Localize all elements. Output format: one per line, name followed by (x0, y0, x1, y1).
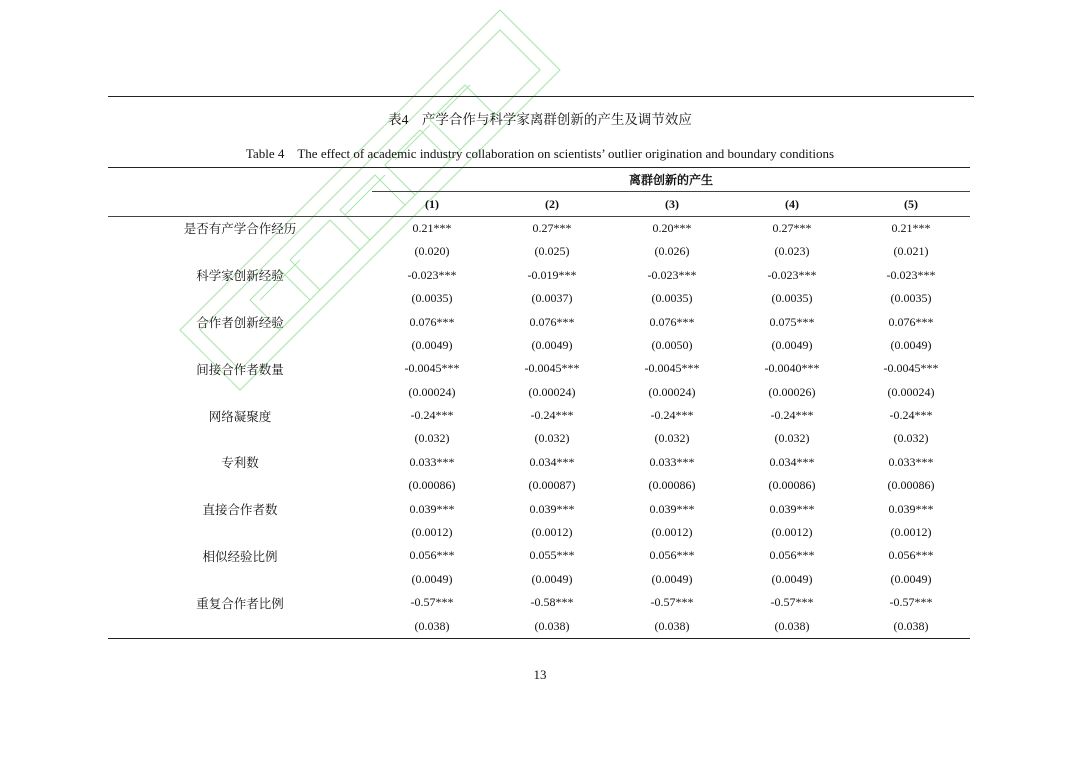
coefficient-cell: 0.21*** (412, 220, 452, 235)
coefficient-cell: 0.039*** (529, 501, 575, 516)
se-row (108, 474, 970, 497)
spanning-header-row (108, 168, 970, 192)
coefficient-cell: 0.21*** (891, 220, 931, 235)
standard-error-cell: (0.0035) (771, 291, 813, 306)
coefficient-cell: -0.0045*** (524, 361, 580, 376)
label-blank (108, 614, 372, 638)
standard-error-cell: (0.038) (852, 614, 970, 638)
coefficient-cell: 0.20*** (652, 220, 692, 235)
standard-error-cell: (0.025) (534, 244, 570, 259)
coefficient-cell: -0.24*** (770, 408, 814, 423)
standard-error-cell: (0.0012) (890, 525, 932, 540)
standard-error-cell: (0.0049) (531, 571, 573, 586)
coefficient-cell: 0.039*** (649, 501, 695, 516)
variable-label: 是否有产学合作经历 (183, 222, 297, 237)
standard-error-cell: (0.038) (732, 614, 852, 638)
coefficient-cell: -0.019*** (527, 267, 577, 282)
header-blank (108, 192, 372, 216)
column-header-row (108, 192, 970, 216)
coefficient-cell: 0.034*** (529, 454, 575, 469)
coefficient-cell: -0.023*** (407, 267, 457, 282)
coefficient-cell: -0.57*** (650, 595, 694, 610)
standard-error-cell: (0.0049) (411, 337, 453, 352)
se-row (108, 287, 970, 310)
header-blank (108, 168, 372, 192)
coef-row (108, 404, 970, 427)
coefficient-cell: -0.0045*** (404, 361, 460, 376)
coefficient-cell: -0.0040*** (764, 361, 820, 376)
standard-error-cell: (0.0050) (651, 337, 693, 352)
coefficient-cell: 0.076*** (888, 314, 934, 329)
se-row (108, 568, 970, 591)
standard-error-cell: (0.0049) (890, 337, 932, 352)
coefficient-cell: 0.076*** (649, 314, 695, 329)
coefficient-cell: -0.24*** (530, 408, 574, 423)
se-row (108, 427, 970, 450)
label-blank (108, 568, 372, 591)
coefficient-cell: 0.056*** (409, 548, 455, 563)
standard-error-cell: (0.038) (612, 614, 732, 638)
standard-error-cell: (0.026) (654, 244, 690, 259)
regression-table (108, 167, 970, 639)
standard-error-cell: (0.0035) (411, 291, 453, 306)
standard-error-cell: (0.00024) (528, 384, 576, 399)
standard-error-cell: (0.032) (534, 431, 570, 446)
standard-error-cell: (0.00086) (887, 478, 935, 493)
label-blank (108, 381, 372, 404)
coef-row (108, 264, 970, 287)
standard-error-cell: (0.0012) (771, 525, 813, 540)
standard-error-cell: (0.032) (774, 431, 810, 446)
standard-error-cell: (0.0049) (411, 571, 453, 586)
standard-error-cell: (0.0012) (531, 525, 573, 540)
standard-error-cell: (0.00024) (648, 384, 696, 399)
coefficient-cell: 0.27*** (532, 220, 572, 235)
standard-error-cell: (0.00026) (768, 384, 816, 399)
se-row (108, 521, 970, 544)
variable-label: 直接合作者数 (202, 503, 278, 518)
coefficient-cell: 0.033*** (888, 454, 934, 469)
se-row (108, 381, 970, 404)
se-row (108, 240, 970, 263)
coefficient-cell: 0.055*** (529, 548, 575, 563)
coefficient-cell: -0.24*** (650, 408, 694, 423)
standard-error-cell: (0.020) (414, 244, 450, 259)
standard-error-cell: (0.0049) (890, 571, 932, 586)
coefficient-cell: 0.039*** (409, 501, 455, 516)
standard-error-cell: (0.0049) (771, 337, 813, 352)
coefficient-cell: 0.056*** (649, 548, 695, 563)
standard-error-cell: (0.021) (893, 244, 929, 259)
coefficient-cell: -0.0045*** (644, 361, 700, 376)
variable-label: 间接合作者数量 (196, 362, 284, 377)
variable-label: 专利数 (221, 456, 259, 471)
column-header: (3) (612, 192, 732, 216)
standard-error-cell: (0.00024) (408, 384, 456, 399)
column-header: (2) (492, 192, 612, 216)
standard-error-cell: (0.038) (372, 614, 492, 638)
variable-label: 科学家创新经验 (196, 269, 284, 284)
standard-error-cell: (0.00087) (528, 478, 576, 493)
label-blank (108, 334, 372, 357)
coefficient-cell: 0.056*** (769, 548, 815, 563)
variable-label: 重复合作者比例 (196, 596, 284, 611)
standard-error-cell: (0.023) (774, 244, 810, 259)
variable-label: 网络凝聚度 (208, 409, 272, 424)
label-blank (108, 521, 372, 544)
coefficient-cell: 0.075*** (769, 314, 815, 329)
label-blank (108, 427, 372, 450)
column-header: (5) (852, 192, 970, 216)
label-blank (108, 474, 372, 497)
standard-error-cell: (0.038) (492, 614, 612, 638)
label-blank (108, 240, 372, 263)
standard-error-cell: (0.00086) (768, 478, 816, 493)
standard-error-cell: (0.0035) (890, 291, 932, 306)
coefficient-cell: 0.033*** (649, 454, 695, 469)
spanning-header: 离群创新的产生 (372, 168, 970, 192)
coefficient-cell: -0.58*** (530, 595, 574, 610)
standard-error-cell: (0.0049) (771, 571, 813, 586)
coefficient-cell: 0.033*** (409, 454, 455, 469)
variable-label: 合作者创新经验 (196, 316, 284, 331)
table-title-english: Table 4 The effect of academic industry collaboration on scientists’ outlier origination and boundary conditions (245, 146, 835, 161)
table-title-chinese: 表4 产学合作与科学家离群创新的产生及调节效应 (388, 112, 692, 127)
coefficient-cell: 0.039*** (769, 501, 815, 516)
column-header: (1) (372, 192, 492, 216)
standard-error-cell: (0.0037) (531, 291, 573, 306)
label-blank (108, 287, 372, 310)
standard-error-cell: (0.032) (414, 431, 450, 446)
coefficient-cell: -0.24*** (410, 408, 454, 423)
coefficient-cell: -0.57*** (410, 595, 454, 610)
standard-error-cell: (0.0049) (651, 571, 693, 586)
coefficient-cell: 0.034*** (769, 454, 815, 469)
se-row (108, 614, 970, 638)
coef-row (108, 451, 970, 474)
coefficient-cell: -0.24*** (889, 408, 933, 423)
top-rule (108, 96, 974, 97)
standard-error-cell: (0.00086) (648, 478, 696, 493)
coefficient-cell: -0.023*** (886, 267, 936, 282)
coef-row (108, 591, 970, 614)
coefficient-cell: -0.0045*** (883, 361, 939, 376)
coef-row (108, 216, 970, 240)
se-row (108, 334, 970, 357)
standard-error-cell: (0.0035) (651, 291, 693, 306)
coefficient-cell: 0.056*** (888, 548, 934, 563)
coefficient-cell: 0.039*** (888, 501, 934, 516)
coef-row (108, 497, 970, 520)
coefficient-cell: -0.023*** (647, 267, 697, 282)
coef-row (108, 544, 970, 567)
standard-error-cell: (0.0049) (531, 337, 573, 352)
standard-error-cell: (0.0012) (411, 525, 453, 540)
coefficient-cell: 0.076*** (409, 314, 455, 329)
standard-error-cell: (0.032) (654, 431, 690, 446)
variable-label: 相似经验比例 (202, 549, 278, 564)
standard-error-cell: (0.032) (893, 431, 929, 446)
standard-error-cell: (0.00086) (408, 478, 456, 493)
coefficient-cell: 0.076*** (529, 314, 575, 329)
coefficient-cell: -0.57*** (889, 595, 933, 610)
standard-error-cell: (0.00024) (887, 384, 935, 399)
coefficient-cell: -0.57*** (770, 595, 814, 610)
coefficient-cell: -0.023*** (767, 267, 817, 282)
standard-error-cell: (0.0012) (651, 525, 693, 540)
coef-row (108, 357, 970, 380)
page-number: 13 (533, 667, 547, 682)
column-header: (4) (732, 192, 852, 216)
coef-row (108, 310, 970, 333)
coefficient-cell: 0.27*** (772, 220, 812, 235)
